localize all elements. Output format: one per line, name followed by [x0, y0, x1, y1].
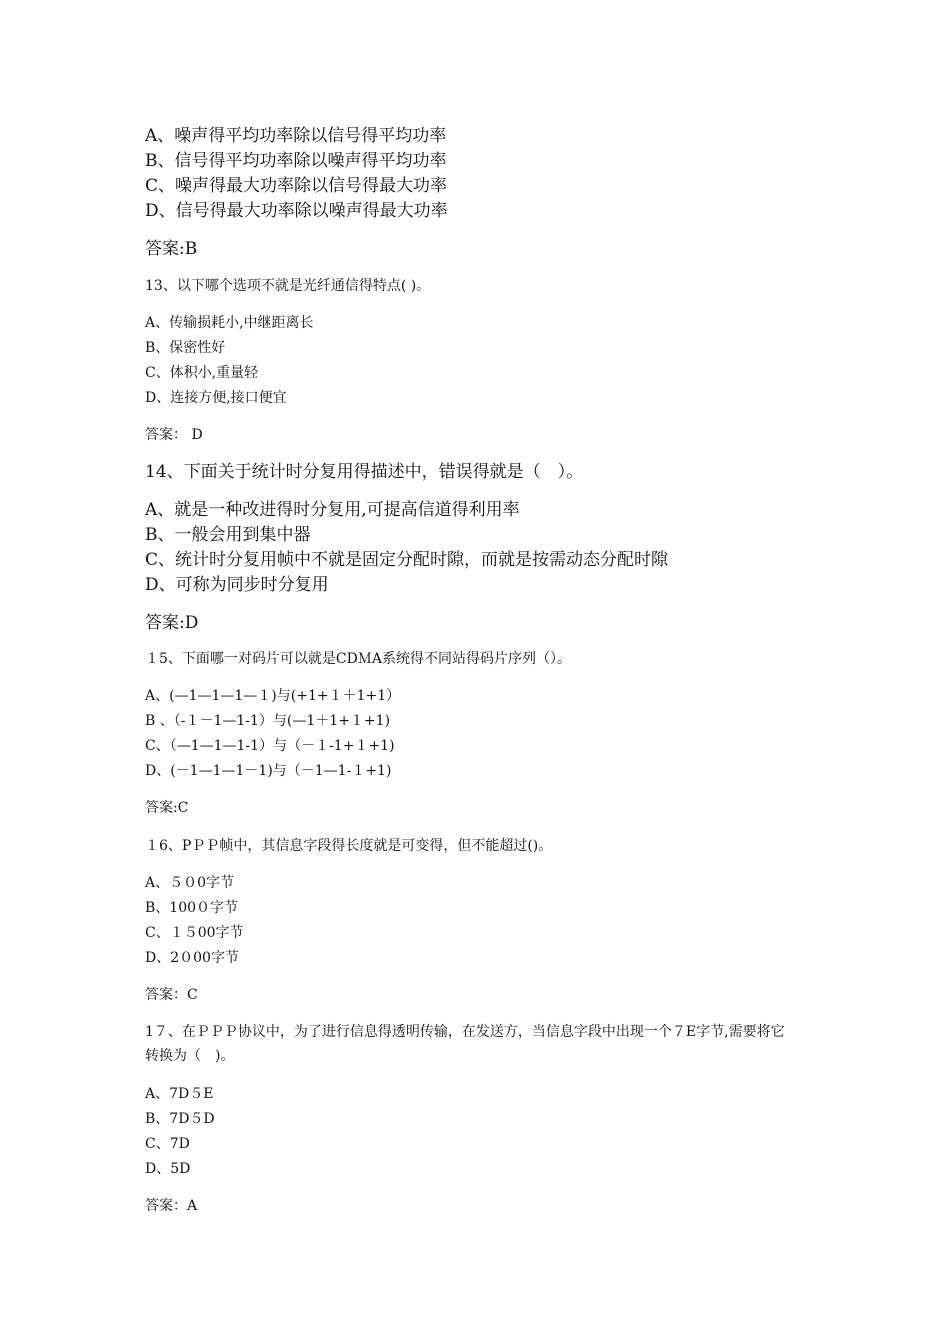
q14-option-b: B、一般会用到集中器 [145, 525, 311, 545]
q13-stem: 13、以下哪个选项不就是光纤通信得特点( )。 [145, 278, 431, 294]
q13-option-d: D、连接方便,接口便宜 [145, 390, 287, 406]
q16-option-a: A、５０0字节 [145, 875, 235, 891]
q12-option-b: B、信号得平均功率除以噪声得平均功率 [145, 151, 447, 171]
q13-option-c: C、体积小,重量轻 [145, 365, 259, 381]
q17-stem: 1７、在ＰＰＰ协议中，为了进行信息得透明传输，在发送方，当信息字段中出现一个７E字节,需要将它转换为（ )。 [145, 1024, 785, 1064]
q12-option-a: A、噪声得平均功率除以信号得平均功率 [145, 126, 447, 146]
q15-option-b: B 、（-１－1—1-1）与(—1＋1+１+1) [145, 713, 391, 729]
q16-option-b: B、100０字节 [145, 900, 239, 916]
q12-option-c: C、噪声得最大功率除以信号得最大功率 [145, 176, 448, 196]
q15-option-d: D、(－1—1—1－1)与（－1—1-１+1) [145, 763, 392, 779]
q13-option-a: A、传输损耗小,中继距离长 [145, 315, 314, 331]
q15-stem: １5、下面哪一对码片可以就是CDＭA系统得不同站得码片序列（）。 [145, 651, 571, 667]
q14-answer: 答案:D [145, 613, 199, 633]
q13-option-b: B、保密性好 [145, 340, 226, 356]
q16-answer: 答案：C [145, 987, 198, 1003]
q16-option-d: D、2０00字节 [145, 950, 239, 966]
q14-option-a: A、就是一种改进得时分复用,可提高信道得利用率 [145, 500, 520, 520]
q17-option-c: C、7D [145, 1136, 190, 1152]
q13-answer: 答案： D [145, 427, 203, 443]
q14-stem: 14、下面关于统计时分复用得描述中，错误得就是（ ）。 [145, 462, 584, 482]
q17-option-b: B、7D５D [145, 1111, 215, 1127]
q12-answer: 答案:B [145, 239, 198, 259]
q14-option-c: C、统计时分复用帧中不就是固定分配时隙，而就是按需动态分配时隙 [145, 550, 669, 570]
q15-option-a: A、(—1—1—1—１)与(+1+１＋1+1） [145, 688, 401, 704]
q16-option-c: C、１５00字节 [145, 925, 244, 941]
q14-option-d: D、可称为同步时分复用 [145, 575, 329, 595]
q15-answer: 答案:C [145, 800, 189, 816]
q17-option-d: D、5D [145, 1161, 191, 1177]
q15-option-c: C、（—1—1—1-1）与（－１-1+１+1) [145, 738, 395, 754]
q12-option-d: D、信号得最大功率除以噪声得最大功率 [145, 201, 448, 221]
q16-stem: １6、PＰＰ帧中，其信息字段得长度就是可变得，但不能超过()。 [145, 838, 553, 854]
q17-option-a: A、7D５E [145, 1086, 214, 1102]
q17-answer: 答案：A [145, 1198, 198, 1214]
